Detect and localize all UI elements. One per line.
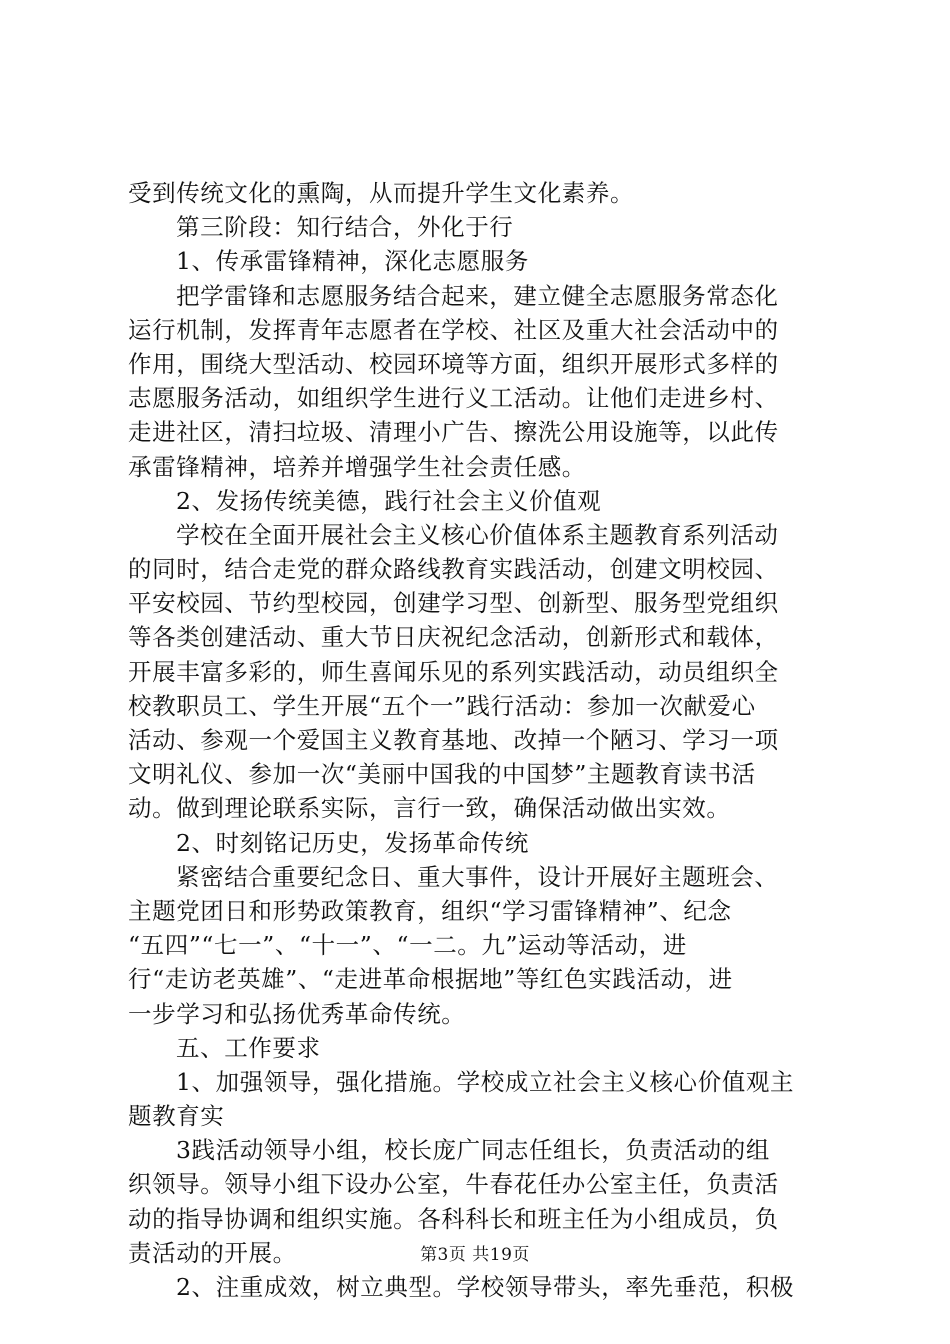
text-line: 受到传统文化的熏陶，从而提升学生文化素养。 — [128, 179, 635, 207]
text-line: 题教育实 — [128, 1102, 225, 1131]
page-footer: 第3页 共19页 — [420, 1245, 530, 1265]
text-line: 等各类创建活动、重大节日庆祝纪念活动，创新形式和载体， — [128, 623, 779, 652]
text-line: 行“走访老英雄”、“走进革命根据地”等红色实践活动，进 — [128, 965, 733, 994]
text-line: 志愿服务活动，如组织学生进行义工活动。让他们走进乡村、 — [128, 384, 779, 413]
text-line: 学校在全面开展社会主义核心价值体系主题教育系列活动 — [176, 520, 779, 549]
text-line: 主题党团日和形势政策教育，组织“学习雷锋精神”、纪念 — [128, 896, 732, 925]
text-line: 把学雷锋和志愿服务结合起来，建立健全志愿服务常态化 — [176, 281, 779, 310]
text-line: 开展丰富多彩的，师生喜闻乐见的系列实践活动，动员组织全 — [128, 657, 779, 686]
text-line: 走进社区，清扫垃圾、清理小广告、擦洗公用设施等，以此传 — [128, 418, 779, 447]
text-line: 1、传承雷锋精神，深化志愿服务 — [176, 247, 529, 276]
text-line: “五四”“七一”、“十一”、“一二。九”运动等活动，进 — [128, 931, 687, 960]
text-line: 2、注重成效，树立典型。学校领导带头，率先垂范，积极 — [176, 1273, 795, 1301]
document-body — [128, 176, 838, 1304]
text-line: 2、时刻铭记历史，发扬革命传统 — [176, 828, 529, 857]
text-line: 作用，围绕大型活动、校园环境等方面，组织开展形式多样的 — [128, 349, 779, 378]
text-line: 活动、参观一个爱国主义教育基地、改掉一个陋习、学习一项 — [128, 726, 779, 754]
text-line: 紧密结合重要纪念日、重大事件，设计开展好主题班会、 — [176, 862, 779, 891]
text-line: 文明礼仪、参加一次“美丽中国我的中国梦”主题教育读书活 — [128, 760, 756, 789]
text-line: 3践活动领导小组，校长庞广同志任组长，负责活动的组 — [176, 1136, 770, 1165]
text-line: 2、发扬传统美德，践行社会主义价值观 — [176, 486, 602, 515]
text-line: 1、加强领导，强化措施。学校成立社会主义核心价值观主 — [176, 1067, 795, 1096]
text-line: 责活动的开展。 — [128, 1238, 297, 1267]
text-line: 的同时，结合走党的群众路线教育实践活动，创建文明校园、 — [128, 555, 779, 584]
text-line: 平安校园、节约型校园，创建学习型、创新型、服务型党组织 — [128, 589, 779, 618]
text-line: 一步学习和弘扬优秀革命传统。 — [128, 999, 466, 1028]
text-line: 第三阶段：知行结合，外化于行 — [176, 213, 514, 242]
text-line: 运行机制，发挥青年志愿者在学校、社区及重大社会活动中的 — [128, 315, 779, 344]
text-line: 校教职员工、学生开展“五个一”践行活动：参加一次献爱心 — [128, 691, 756, 720]
text-line: 织领导。领导小组下设办公室，牛春花任办公室主任，负责活 — [128, 1170, 779, 1199]
text-line: 动。做到理论联系实际，言行一致，确保活动做出实效。 — [128, 794, 731, 823]
text-line: 动的指导协调和组织实施。各科科长和班主任为小组成员，负 — [128, 1204, 779, 1233]
text-line: 承雷锋精神，培养并增强学生社会责任感。 — [128, 452, 586, 481]
text-line: 五、工作要求 — [176, 1033, 321, 1062]
